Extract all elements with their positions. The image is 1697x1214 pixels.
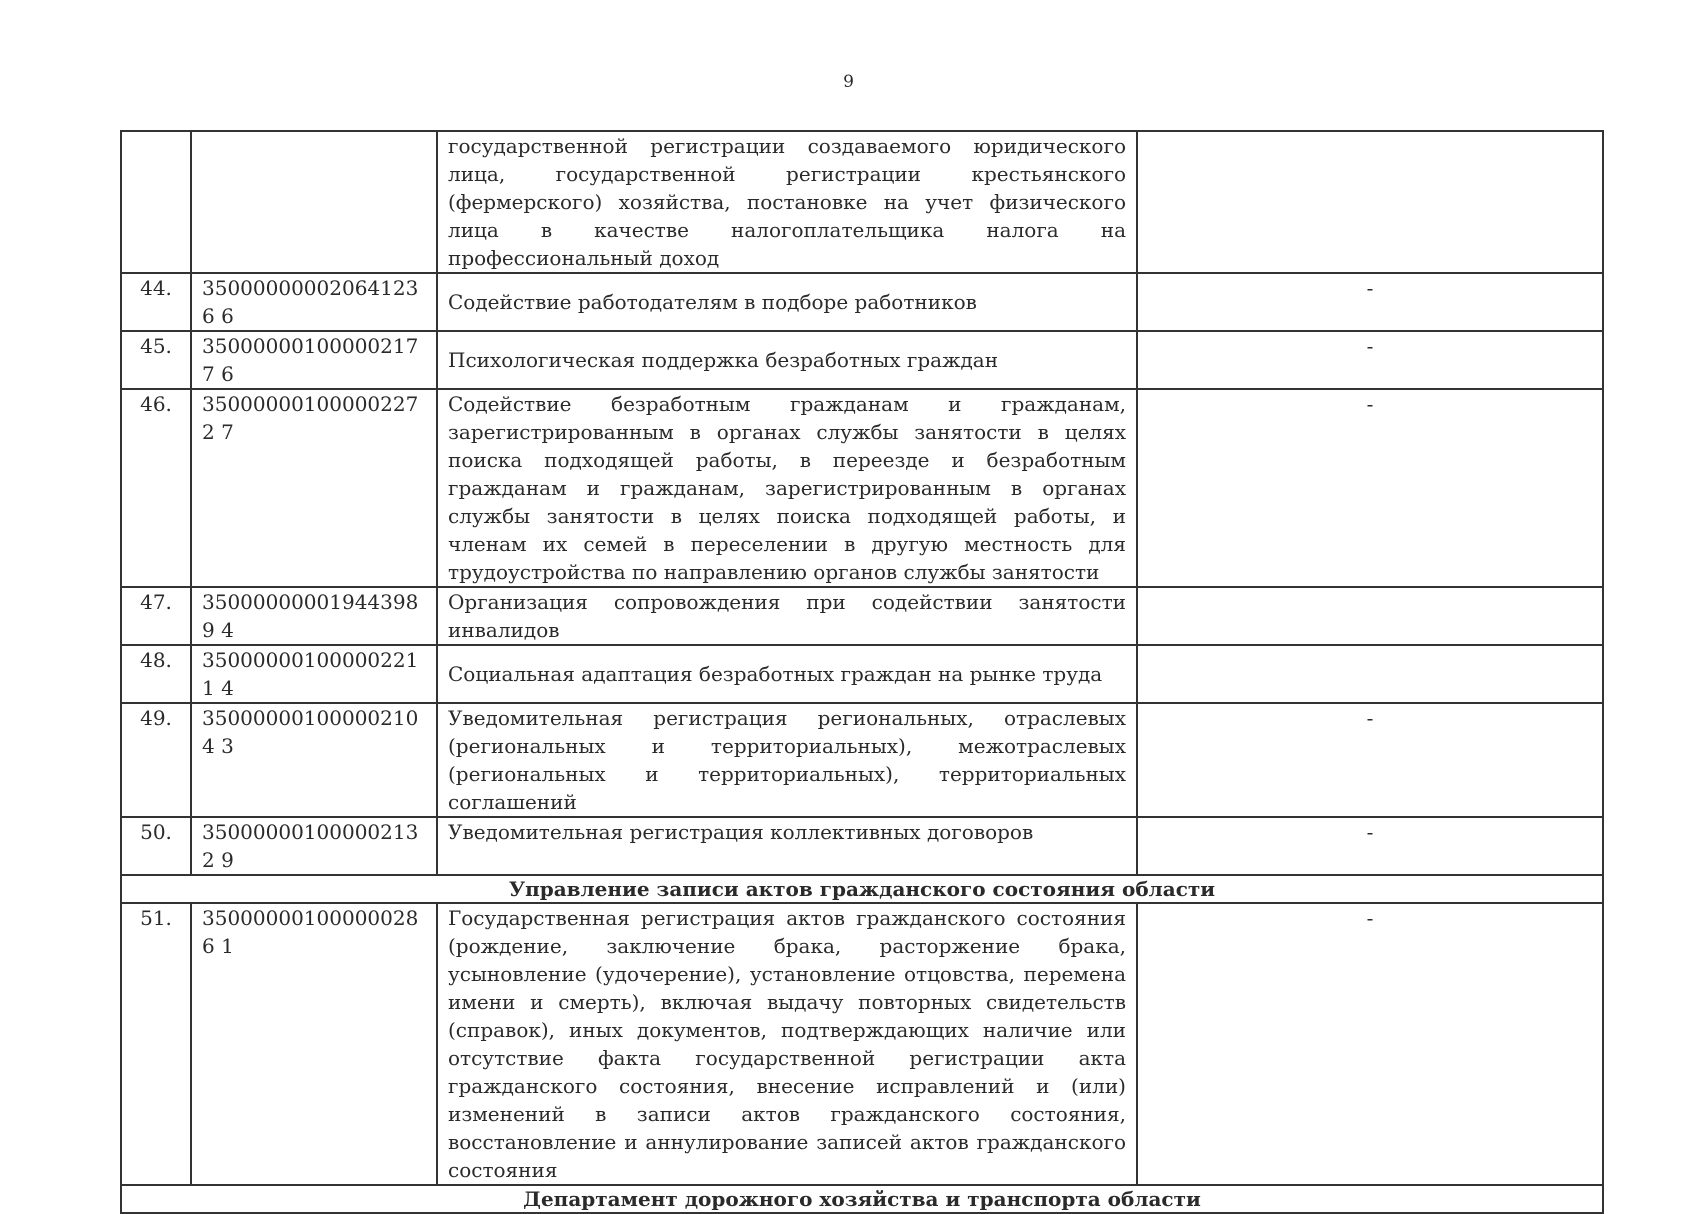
table-row	[121, 273, 1603, 331]
service-name-cell: Содействие безработным гражданам и гражданам, зарегистрированным в органах службы занятости в целях поиска подходящей работы, в переезде и безработным гражданам и гражданам, зарегистрированным в органах службы занятости в целях поиска подходящей работы, и членам их семей в переселении в другую местность для трудоустройства по направлению органов службы занятости	[437, 389, 1137, 587]
service-id-cell	[191, 131, 437, 273]
table-row	[121, 331, 1603, 389]
service-name-cell: Психологическая поддержка безработных граждан	[437, 331, 1137, 389]
service-name-cell: Государственная регистрация актов гражданского состояния (рождение, заключение брака, расторжение брака, усыновление (удочерение), установление отцовства, перемена имени и смерть), включая выдачу повторных свидетельств (справок), иных документов, подтверждающих наличие или отсутствие факта государственной регистрации акта гражданского состояния, внесение исправлений и (или) изменений в записи актов гражданского состояния, восстановление и аннулирование записей актов гражданского состояния	[437, 903, 1137, 1185]
section-header-row	[121, 1185, 1603, 1213]
table-row	[121, 817, 1603, 875]
row-number-cell: 46.	[121, 389, 191, 587]
note-cell: -	[1137, 903, 1603, 1185]
table-row	[121, 389, 1603, 587]
note-cell	[1137, 645, 1603, 703]
service-id-cell: 350000001000002104 3	[191, 703, 437, 817]
service-name-cell: Уведомительная регистрация региональных, отраслевых (региональных и территориальных), межотраслевых (региональных и территориальных), территориальных соглашений	[437, 703, 1137, 817]
service-name-cell: Социальная адаптация безработных граждан на рынке труда	[437, 645, 1137, 703]
note-cell: -	[1137, 273, 1603, 331]
table-row	[121, 645, 1603, 703]
service-name-cell: Организация сопровождения при содействии занятости инвалидов	[437, 587, 1137, 645]
service-id-cell: 350000001000002211 4	[191, 645, 437, 703]
table-row	[121, 131, 1603, 273]
services-table	[120, 130, 1604, 1214]
service-id-cell: 350000000020641236 6	[191, 273, 437, 331]
note-cell	[1137, 587, 1603, 645]
section-header-row	[121, 875, 1603, 903]
note-cell: -	[1137, 817, 1603, 875]
note-cell	[1137, 131, 1603, 273]
page-number: 9	[843, 72, 854, 92]
row-number-cell: 47.	[121, 587, 191, 645]
note-cell: -	[1137, 331, 1603, 389]
row-number-cell: 49.	[121, 703, 191, 817]
note-cell: -	[1137, 703, 1603, 817]
section-title: Управление записи актов гражданского состояния области	[121, 875, 1603, 903]
table-row	[121, 587, 1603, 645]
table-body	[121, 131, 1603, 1213]
row-number-cell: 45.	[121, 331, 191, 389]
row-number-cell: 44.	[121, 273, 191, 331]
service-id-cell: 350000001000002132 9	[191, 817, 437, 875]
service-id-cell: 350000001000000286 1	[191, 903, 437, 1185]
table-row	[121, 903, 1603, 1185]
table-row	[121, 703, 1603, 817]
service-name-cell: Содействие работодателям в подборе работников	[437, 273, 1137, 331]
service-id-cell: 350000001000002272 7	[191, 389, 437, 587]
row-number-cell: 48.	[121, 645, 191, 703]
section-title: Департамент дорожного хозяйства и транспорта области	[121, 1185, 1603, 1213]
service-id-cell: 350000000019443989 4	[191, 587, 437, 645]
service-id-cell: 350000001000002177 6	[191, 331, 437, 389]
row-number-cell	[121, 131, 191, 273]
note-cell: -	[1137, 389, 1603, 587]
service-name-cell: Уведомительная регистрация коллективных договоров	[437, 817, 1137, 875]
service-name-cell: государственной регистрации создаваемого юридического лица, государственной регистрации крестьянского (фермерского) хозяйства, постановке на учет физического лица в качестве налогоплательщика налога на профессиональный доход	[437, 131, 1137, 273]
row-number-cell: 50.	[121, 817, 191, 875]
row-number-cell: 51.	[121, 903, 191, 1185]
